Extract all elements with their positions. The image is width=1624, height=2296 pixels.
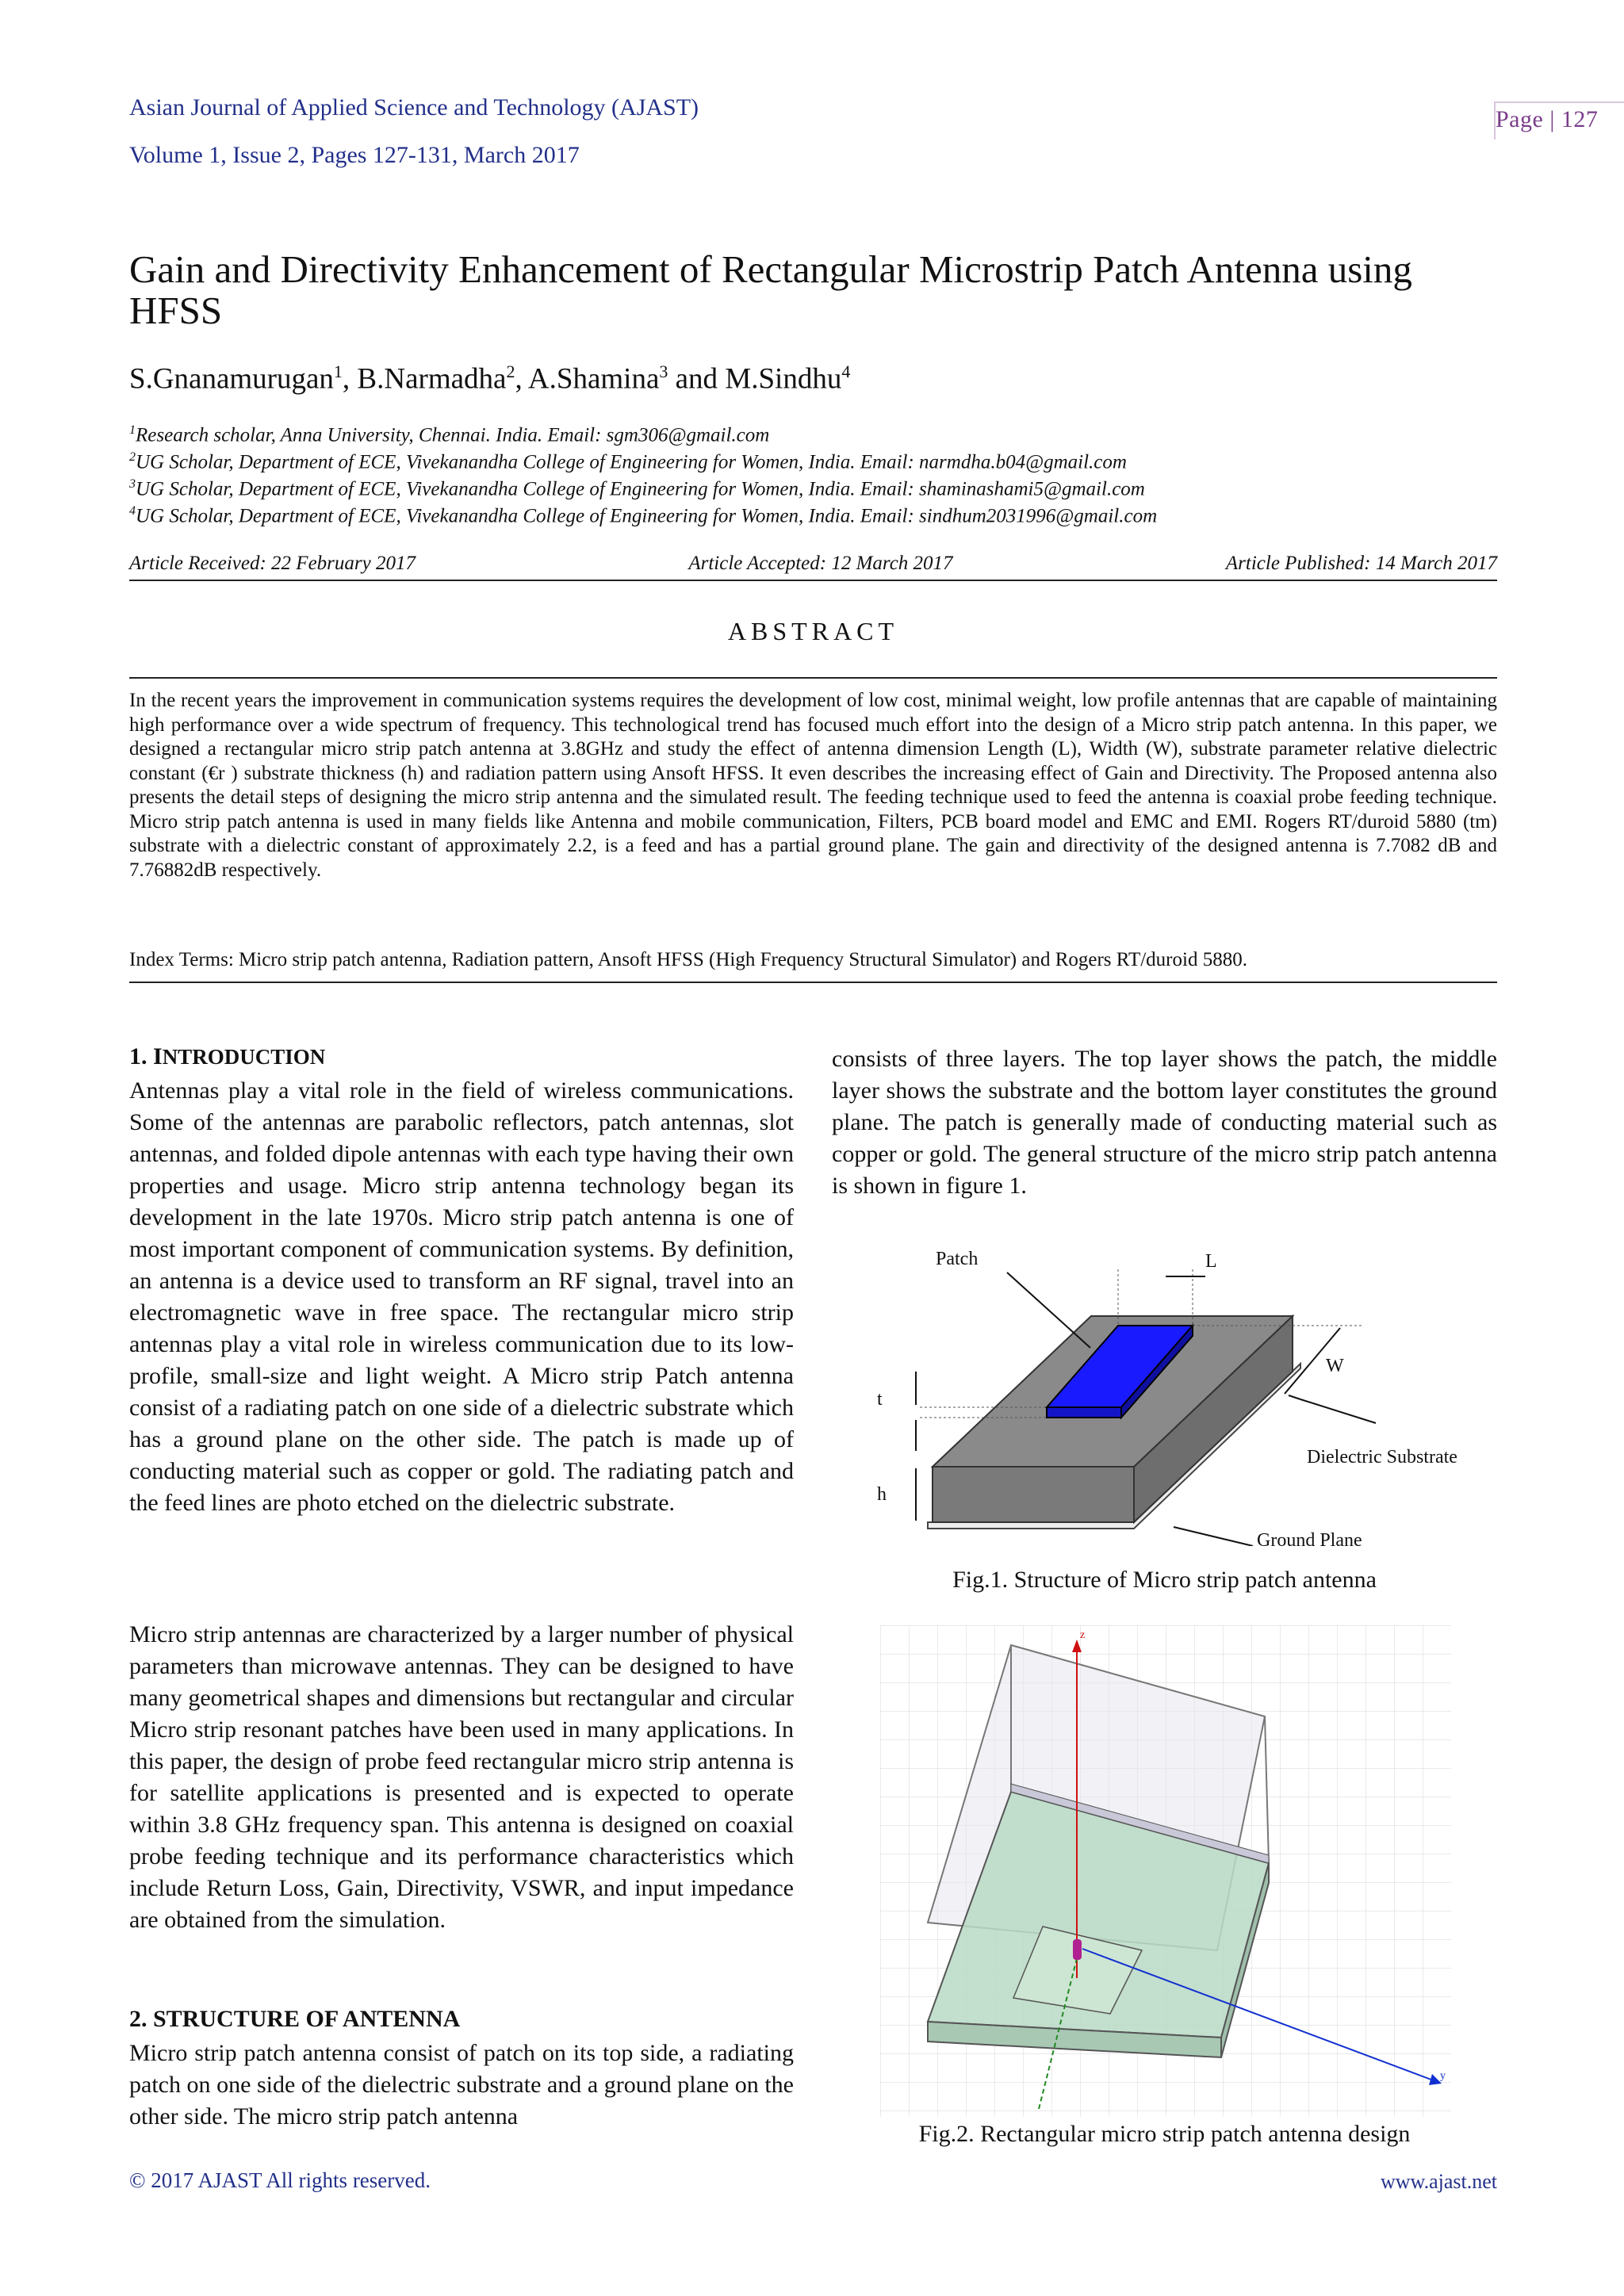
section-1-heading: [129, 1043, 325, 1070]
leader-ground: [1174, 1527, 1253, 1546]
affil-sup: 1: [129, 423, 136, 437]
figure-2-hfss-model: [880, 1625, 1451, 2117]
section-title: NTRODUCTION: [162, 1045, 326, 1069]
label-ground: Ground Plane: [1257, 1530, 1362, 1546]
paragraph: Micro strip patch antenna consist of patch on its top side, a radiating patch on one side of the dielectric substrate and a ground plane on the other side. The micro strip patch antenna: [129, 2040, 794, 2130]
author-name: S.Gnanamurugan: [129, 362, 334, 396]
label-t: t: [877, 1389, 883, 1410]
affiliation: [129, 419, 1509, 447]
paragraph: consists of three layers. The top layer shows the patch, the middle layer shows the substrate and the bottom layer constitutes the ground plane. The patch is generally made of conducting material such as copper or gold. The general structure of the micro strip patch antenna is shown in figure 1.: [832, 1046, 1497, 1199]
paper-title: Gain and Directivity Enhancement of Rectangular Microstrip Patch Antenna using HFSS: [129, 247, 1412, 332]
abstract-text: In the recent years the improvement in communication systems requires the development of low cost, minimal weight, low profile antennas that are capable of maintaining high performance over a wide spectrum of frequency. This technological trend has focused much effort into the design of a Micro strip patch antenna. In this paper, we designed a rectangular micro strip patch antenna at 3.8GHz and study the effect of antenna dimension Length (L), Width (W), substrate parameter relative dielectric constant (€r ) substrate thickness (h) and radiation pattern using Ansoft HFSS. It even describes the increasing effect of Gain and Directivity. The Proposed antenna also presents the detail steps of designing the micro strip antenna and the simulated result. The feeding technique used to feed the antenna is coaxial probe feeding technique. Micro strip patch antenna is used in many fields like Antenna and mobile communication, Filters, PCB board model and EMC and EMI. Rogers RT/duroid 5880 (tm) substrate with a dielectric constant of approximately 2.2, is a feed and has a partial ground plane. The gain and directivity of the designed antenna is 7.7082 dB and 7.76882dB respectively.: [129, 690, 1497, 881]
affil-sup: 3: [129, 477, 136, 491]
structure-paragraph: [129, 2038, 794, 2133]
author-sup: 3: [659, 362, 668, 381]
label-h: h: [877, 1484, 887, 1505]
affil-sup: 4: [129, 504, 136, 518]
label-W: W: [1326, 1356, 1344, 1376]
footer-copyright: © 2017 AJAST All rights reserved.: [129, 2168, 431, 2192]
author-list: [129, 355, 850, 396]
leader-patch: [1007, 1272, 1090, 1348]
author-sup: 2: [506, 362, 515, 381]
article-dates: [129, 553, 1497, 575]
intro-paragraph-2: [129, 1619, 794, 1936]
affil-text: UG Scholar, Department of ECE, Vivekanandha College of Engineering for Women, India. Email: sindhum2031996@gmail.com: [136, 505, 1158, 527]
affiliation: [129, 473, 1509, 501]
label-patch: Patch: [936, 1249, 979, 1269]
figure-1-caption: Fig.1. Structure of Micro strip patch antenna: [952, 1567, 1377, 1593]
leader-substrate: [1289, 1395, 1300, 1399]
index-terms: Index Terms: Micro strip patch antenna, Radiation pattern, Ansoft HFSS (High Frequency Structural Simulator) and Rogers RT/duroid 5880.: [129, 949, 1247, 970]
figure-1-antenna-structure: [856, 1229, 1491, 1546]
date-published: Article Published: 14 March 2017: [1225, 553, 1497, 574]
affiliation: [129, 446, 1509, 474]
abstract-heading: ABSTRACT: [727, 617, 899, 645]
figure-2-caption: Fig.2. Rectangular micro strip patch antenna design: [918, 2121, 1411, 2147]
author-sep: and: [668, 362, 726, 396]
divider: [129, 982, 1497, 983]
section-2-heading: 2. STRUCTURE OF ANTENNA: [129, 2006, 461, 2032]
section-number: 1. I: [129, 1043, 163, 1070]
page-number: Page | 127: [1496, 106, 1599, 132]
footer-website[interactable]: www.ajast.net: [1380, 2170, 1497, 2193]
leader-substrate: [1300, 1399, 1376, 1423]
affiliation: [129, 499, 1509, 528]
affil-sup: 2: [129, 450, 136, 464]
affil-text: Research scholar, Anna University, Chennai. India. Email: sgm306@gmail.com: [136, 424, 770, 446]
author-name: M.Sindhu: [725, 362, 842, 396]
date-accepted: Article Accepted: 12 March 2017: [688, 553, 953, 574]
intro-paragraph-1: [129, 1075, 794, 1519]
right-column-paragraph: [832, 1043, 1497, 1202]
journal-name: Asian Journal of Applied Science and Technology (AJAST): [129, 94, 699, 121]
author-sup: 1: [333, 362, 343, 381]
divider: [129, 580, 1497, 581]
author-sup: 4: [841, 362, 851, 381]
label-L: L: [1205, 1251, 1217, 1272]
feed-probe: [1073, 1939, 1082, 1960]
axis-label-y: y: [1440, 2070, 1446, 2082]
journal-volume: Volume 1, Issue 2, Pages 127-131, March 2017: [129, 142, 580, 168]
date-received: Article Received: 22 February 2017: [129, 553, 416, 574]
axis-label-z: z: [1080, 1629, 1086, 1641]
author-sep: ,: [515, 362, 528, 396]
divider: [129, 677, 1497, 679]
affil-text: UG Scholar, Department of ECE, Vivekanandha College of Engineering for Women, India. Email: narmdha.b04@gmail.com: [136, 451, 1127, 473]
author-sep: ,: [342, 362, 358, 396]
substrate-front: [933, 1467, 1134, 1522]
paragraph: Micro strip antennas are characterized by a larger number of physical parameters than microwave antennas. They can be designed to have many geometrical shapes and dimensions but rectangular and circular Micro strip resonant patches have been used in many applications. In this paper, the design of probe feed rectangular micro strip antenna is for satellite applications is presented and is expected to operate within 3.8 GHz frequency span. This antenna is designed on coaxial probe feeding technique and its performance characteristics which include Return Loss, Gain, Directivity, VSWR, and input impedance are obtained from the simulation.: [129, 1621, 794, 1933]
paragraph: Antennas play a vital role in the field of wireless communications. Some of the antennas are parabolic reflectors, patch antennas, slot antennas, and folded dipole antennas with each type having their own properties and usage. Micro strip antenna technology began its development in the late 1970s. Micro strip patch antenna is one of most important component of communication systems. By definition, an antenna is a device used to transform an RF signal, travel into an electromagnetic wave in free space. The rectangular micro strip antennas play a vital role in wireless communication due to its low-profile, small-size and light weight. A Micro strip Patch antenna consist of a radiating patch on one side of a dielectric substrate which has a ground plane on the other side. The patch is made up of conducting material such as copper or gold. The radiating patch and the feed lines are photo etched on the dielectric substrate.: [129, 1077, 794, 1516]
author-name: B.Narmadha: [357, 362, 507, 396]
label-substrate: Dielectric Substrate: [1307, 1447, 1457, 1468]
affil-text: UG Scholar, Department of ECE, Vivekanandha College of Engineering for Women, India. Email: shaminashami5@gmail.com: [136, 478, 1145, 500]
patch-front: [1047, 1407, 1121, 1418]
author-name: A.Shamina: [527, 362, 660, 396]
